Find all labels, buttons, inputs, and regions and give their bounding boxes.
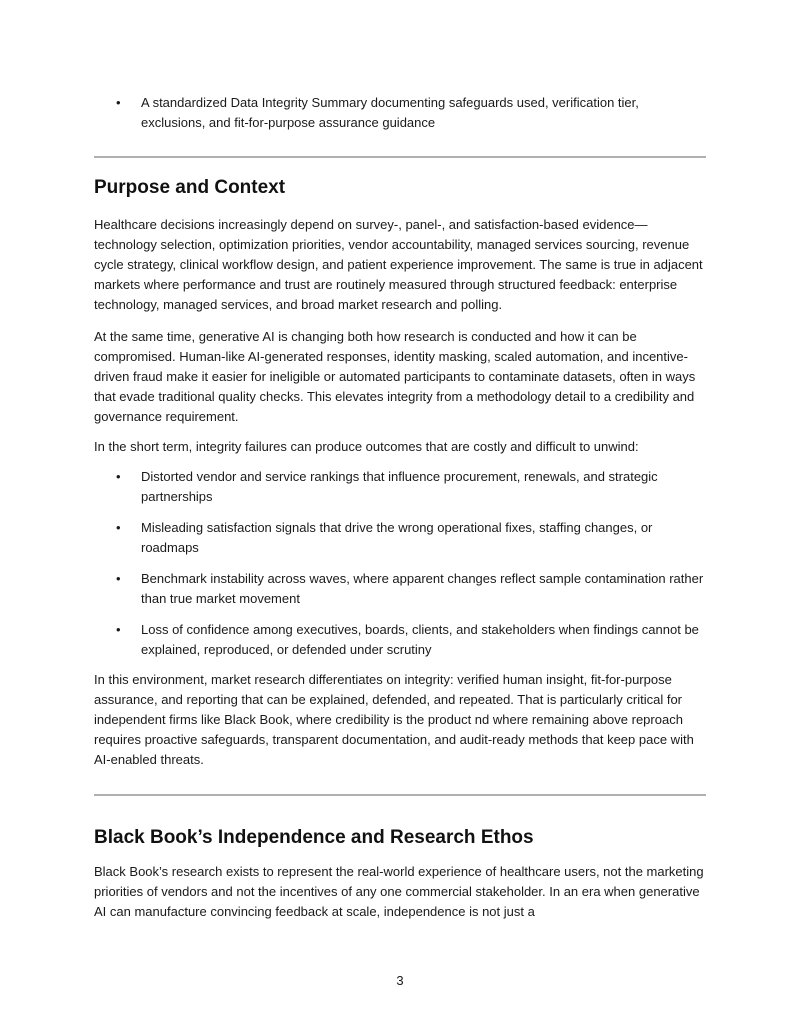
page-number: 3 (396, 973, 404, 988)
paragraph: Healthcare decisions increasingly depend on survey-, panel-, and satisfaction-based evidence—technology selection, optimization priorities, vendor accountability, managed services sourcing, revenue cycle strategy, clinical workflow design, and patient experience improvement. The same is true in adjacent markets where performance and trust are routinely measured through structured feedback: enterprise technology, managed services, and broad market research and polling. (94, 217, 703, 312)
paragraph: At the same time, generative AI is changing both how research is conducted and how it can be compromised. Human-like AI-generated responses, identity masking, scaled automation, and incentive-driven fraud make it easier for ineligible or automated participants to contaminate datasets, often in ways that evade traditional quality checks. This elevates integrity from a methodology detail to a credibility and governance requirement. (94, 329, 696, 424)
list-item: • Loss of confidence among executives, boards, clients, and stakeholders when findings cannot be explained, reproduced, or defended under scrutiny (94, 620, 706, 660)
top-bullet-list (94, 93, 706, 133)
section-divider (94, 794, 706, 796)
list-item: • Misleading satisfaction signals that drive the wrong operational fixes, staffing changes, or roadmaps (94, 518, 706, 558)
list-item: • Benchmark instability across waves, where apparent changes reflect sample contamination rather than true market movement (94, 569, 706, 609)
section-divider (94, 156, 706, 158)
section-heading-purpose: Purpose and Context (94, 177, 286, 198)
integrity-failure-list (94, 467, 706, 660)
section-heading-independence: Black Book’s Independence and Research Ethos (94, 827, 534, 848)
list-item: • Distorted vendor and service rankings that influence procurement, renewals, and strategic partnerships (94, 467, 706, 507)
paragraph: In this environment, market research differentiates on integrity: verified human insight, fit-for-purpose assurance, and reporting that can be explained, defended, and repeated. That is particularly critical for independent firms like Black Book, where credibility is the product nd where remaining above reproach requires proactive safeguards, transparent documentation, and audit-ready methods that keep pace with AI-enabled threats. (94, 672, 694, 767)
paragraph: In the short term, integrity failures can produce outcomes that are costly and difficult to unwind: (94, 439, 639, 454)
paragraph: Black Book’s research exists to represent the real-world experience of healthcare users, not the marketing priorities of vendors and not the incentives of any one commercial stakeholder. In an era when generative AI can manufacture convincing feedback at scale, independence is not just a (94, 864, 704, 919)
list-item: • A standardized Data Integrity Summary documenting safeguards used, verification tier, exclusions, and fit-for-purpose assurance guidance (94, 93, 706, 133)
